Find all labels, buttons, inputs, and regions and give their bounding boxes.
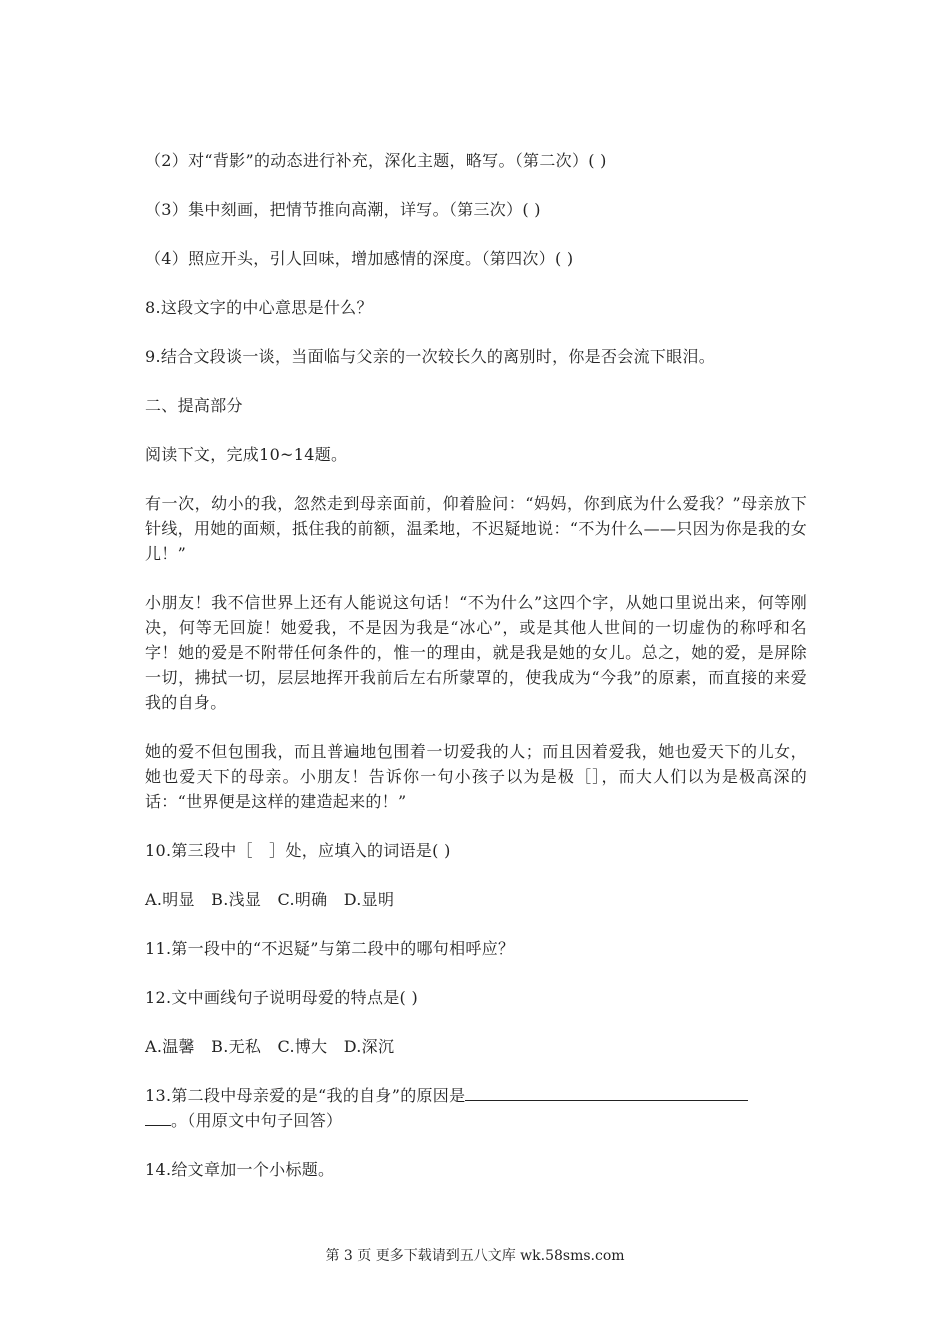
question-14: 14.给文章加一个小标题。 bbox=[145, 1160, 335, 1179]
sub-item-4: （4）照应开头，引人回味，增加感情的深度。（第四次）( ) bbox=[145, 249, 574, 268]
question-12: 12.文中画线句子说明母爱的特点是( ) bbox=[145, 988, 419, 1007]
passage-paragraph-3: 她的爱不但包围我，而且普遍地包围着一切爱我的人；而且因着爱我，她也爱天下的儿女，她也爱天下的母亲。小朋友！告诉你一句小孩子以为是极［］，而大人们以为是极高深的话：“世界便是这样的建造起来的！” bbox=[145, 742, 807, 811]
answer-blank-line bbox=[465, 1086, 748, 1101]
question-8: 8.这段文字的中心意思是什么？ bbox=[145, 298, 373, 317]
question-10-options: A.明显 B.浅显 C.明确 D.显明 bbox=[145, 890, 395, 909]
reading-instruction: 阅读下文，完成10~14题。 bbox=[145, 445, 348, 464]
document-body bbox=[145, 148, 807, 1206]
question-9: 9.结合文段谈一谈，当面临与父亲的一次较长久的离别时，你是否会流下眼泪。 bbox=[145, 347, 716, 366]
question-11: 11.第一段中的“不迟疑”与第二段中的哪句相呼应？ bbox=[145, 939, 515, 958]
sub-item-3: （3）集中刻画，把情节推向高潮，详写。（第三次）( ) bbox=[145, 200, 541, 219]
question-10: 10.第三段中［ ］处，应填入的词语是( ) bbox=[145, 841, 451, 860]
passage-paragraph-2: 小朋友！我不信世界上还有人能说这句话！“不为什么”这四个字，从她口里说出来，何等刚决，何等无回旋！她爱我，不是因为我是“冰心”，或是其他人世间的一切虚伪的称呼和名字！她的爱是不附带任何条件的，惟一的理由，就是我是她的女儿。总之，她的爱，是屏除一切，拂拭一切，层层地挥开我前后左右所蒙罩的，使我成为“今我”的原素，而直接的来爱我的自身。 bbox=[145, 593, 807, 712]
question-13-suffix: 。（用原文中句子回答） bbox=[171, 1111, 343, 1130]
passage-paragraph-1: 有一次，幼小的我，忽然走到母亲面前，仰着脸问：“妈妈，你到底为什么爱我？”母亲放下针线，用她的面颊，抵住我的前额，温柔地，不迟疑地说：“不为什么——只因为你是我的女儿！” bbox=[145, 494, 807, 563]
section-heading: 二、提高部分 bbox=[145, 396, 243, 415]
question-13 bbox=[145, 1083, 807, 1133]
sub-item-2: （2）对“背影”的动态进行补充，深化主题，略写。（第二次）( ) bbox=[145, 151, 607, 170]
page-footer: 第 3 页 更多下载请到五八文库 wk.58sms.com bbox=[325, 1248, 625, 1264]
question-12-options: A.温馨 B.无私 C.博大 D.深沉 bbox=[145, 1037, 395, 1056]
question-13-prefix: 13.第二段中母亲爱的是“我的自身”的原因是 bbox=[145, 1086, 466, 1105]
answer-blank-line-end bbox=[145, 1111, 171, 1126]
